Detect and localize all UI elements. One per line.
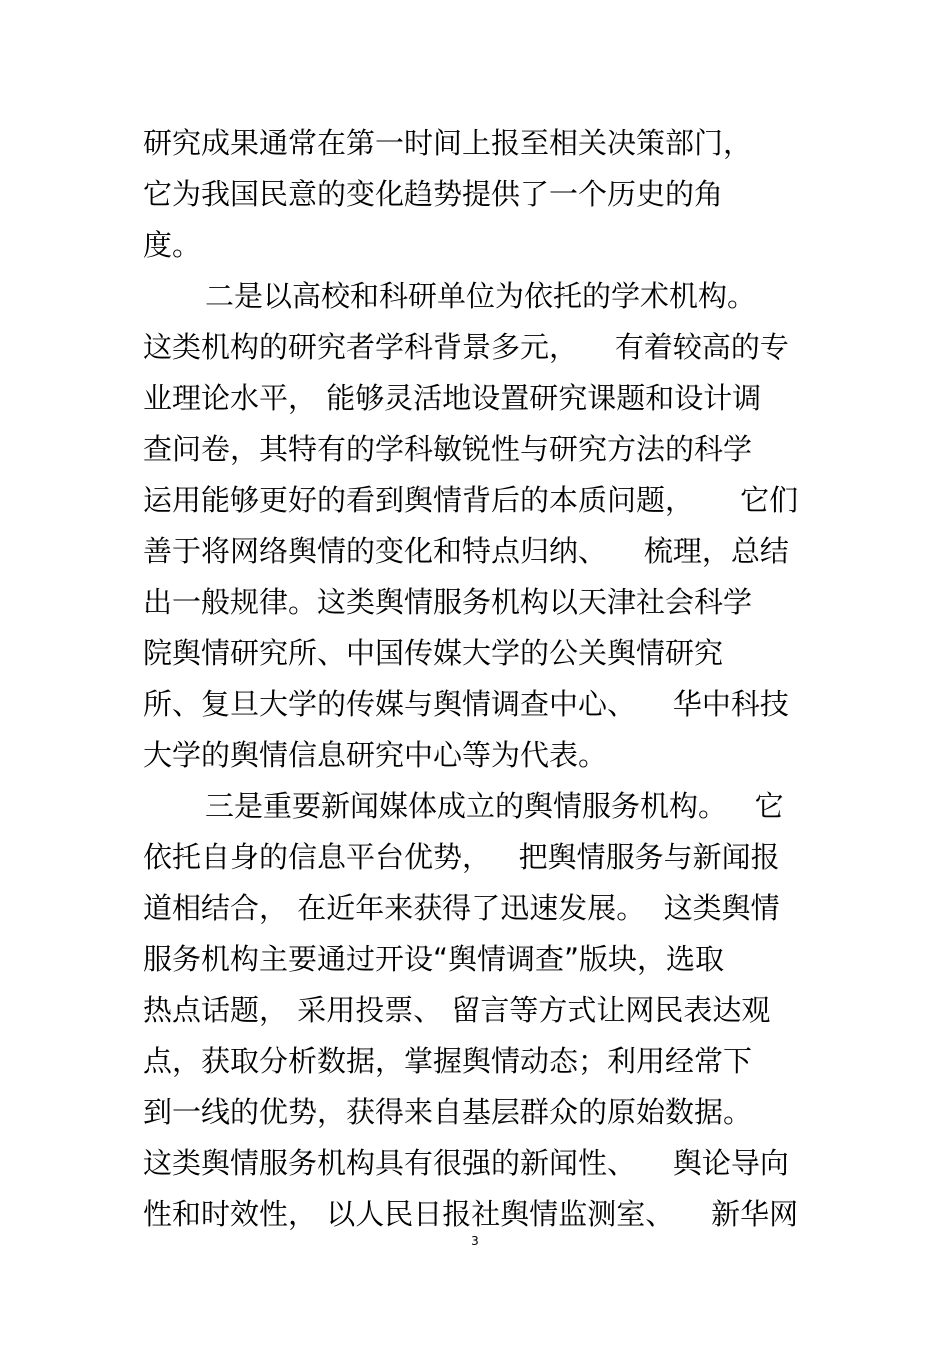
text-line: 依托自身的信息平台优势， 把舆情服务与新闻报	[143, 840, 780, 874]
text-line: 院舆情研究所、中国传媒大学的公关舆情研究	[143, 636, 724, 670]
text-line: 业理论水平， 能够灵活地设置研究课题和设计调	[143, 381, 762, 415]
text-line: 这类机构的研究者学科背景多元， 有着较高的专	[143, 330, 789, 364]
text-line: 它为我国民意的变化趋势提供了一个历史的角	[143, 177, 724, 211]
text-line: 研究成果通常在第一时间上报至相关决策部门，	[143, 126, 753, 160]
text-line: 查问卷，其特有的学科敏锐性与研究方法的科学	[143, 432, 753, 466]
text-line: 大学的舆情信息研究中心等为代表。	[143, 738, 608, 772]
document-body	[143, 118, 823, 1240]
page-number: 3	[471, 1234, 479, 1248]
text-line: 这类舆情服务机构具有很强的新闻性、 舆论导向	[143, 1146, 789, 1180]
text-line: 所、复旦大学的传媒与舆情调查中心、 华中科技	[143, 687, 789, 721]
text-line: 到一线的优势，获得来自基层群众的原始数据。	[143, 1095, 753, 1129]
paragraph-start-line: 二是以高校和科研单位为依托的学术机构。	[205, 279, 757, 313]
text-line: 热点话题， 采用投票、 留言等方式让网民表达观	[143, 993, 771, 1027]
text-line: 度。	[143, 228, 202, 262]
text-line: 运用能够更好的看到舆情背后的本质问题， 它们	[143, 483, 799, 517]
text-line: 出一般规律。这类舆情服务机构以天津社会科学	[143, 585, 753, 619]
text-line: 服务机构主要通过开设“舆情调查”版块，选取	[143, 942, 725, 976]
text-line: 性和时效性， 以人民日报社舆情监测室、 新华网	[143, 1197, 799, 1231]
text-line: 善于将网络舆情的变化和特点归纳、 梳理，总结	[143, 534, 789, 568]
paragraph-start-line: 三是重要新闻媒体成立的舆情服务机构。 它	[205, 789, 784, 823]
text-line: 道相结合， 在近年来获得了迅速发展。 这类舆情	[143, 891, 780, 925]
text-line: 点，获取分析数据，掌握舆情动态；利用经常下	[143, 1044, 753, 1078]
